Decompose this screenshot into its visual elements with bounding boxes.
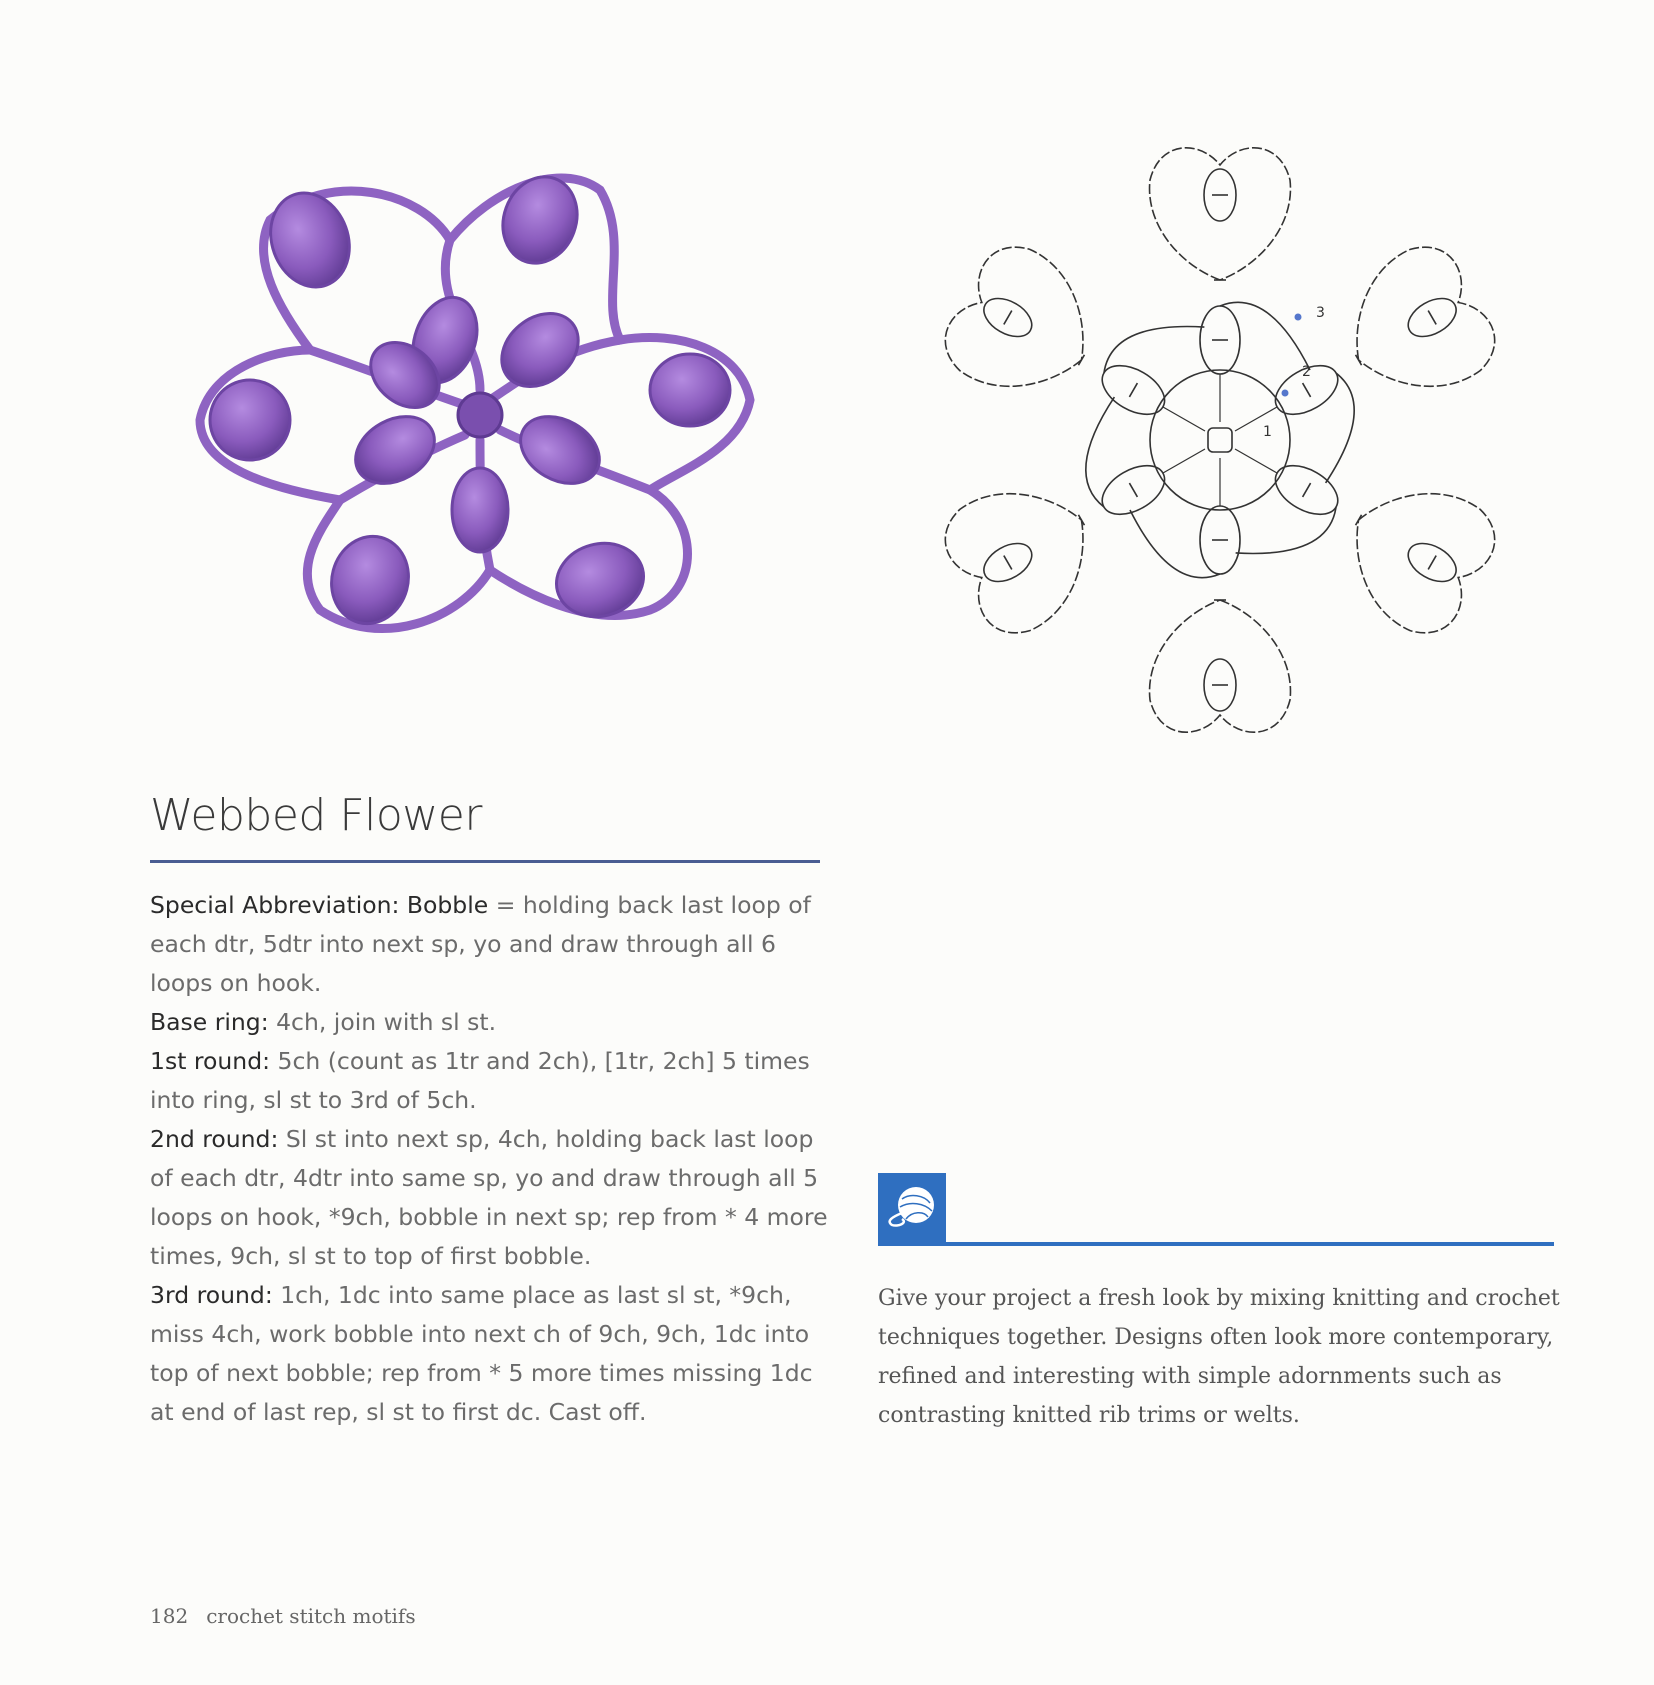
title-rule <box>150 860 820 863</box>
tip-text: Give your project a fresh look by mixing knitting and crochet techniques together. Designs often look more contemporary, refined and interesting with simple adornments such as contrasting knitted rib trims or welts. <box>878 1286 1560 1428</box>
pattern-step <box>150 1003 840 1042</box>
step-text: 1ch, 1dc into same place as last sl st, *9ch, miss 4ch, work bobble into next ch of 9ch, 9ch, 1dc into top of next bobble; rep from * 5 more times missing 1dc at end of last rep, sl st to first dc. Cast off. <box>150 1281 813 1426</box>
crochet-motif-photo <box>180 150 820 710</box>
step-label: Base ring: <box>150 1008 269 1036</box>
step-text: 4ch, join with sl st. <box>268 1008 497 1036</box>
round-3-label: 3 <box>1316 305 1325 321</box>
step-text: Sl st into next sp, 4ch, holding back last loop of each dtr, 4dtr into same sp, yo and draw through all 5 loops on hook, *9ch, bobble in next sp; rep from * 4 more times, 9ch, sl st to top of first bobble. <box>150 1125 828 1270</box>
page-footer <box>150 1604 416 1628</box>
step-text: = holding back last loop of each dtr, 5dtr into next sp, yo and draw through all 6 loops on hook. <box>150 891 811 997</box>
step-label: 1st round: <box>150 1047 271 1075</box>
pattern-step <box>150 1276 840 1432</box>
round-1-label: 1 <box>1263 424 1272 440</box>
pattern-step <box>150 1042 840 1120</box>
step-label: Special Abbreviation: Bobble <box>150 891 489 919</box>
step-label: 3rd round: <box>150 1281 273 1309</box>
pattern-step <box>150 886 840 1003</box>
round-2-label: 2 <box>1302 364 1311 380</box>
pattern-instructions <box>150 886 840 1432</box>
crochet-chart-diagram <box>930 140 1510 760</box>
section-name: crochet stitch motifs <box>206 1604 416 1628</box>
step-label: 2nd round: <box>150 1125 279 1153</box>
pattern-step <box>150 1120 840 1276</box>
pattern-title: Webbed Flower <box>150 790 482 841</box>
yarn-ball-icon <box>878 1173 946 1245</box>
tip-rule <box>878 1242 1554 1246</box>
page-number: 182 <box>150 1604 189 1628</box>
step-text: 5ch (count as 1tr and 2ch), [1tr, 2ch] 5 times into ring, sl st to 3rd of 5ch. <box>150 1047 810 1114</box>
